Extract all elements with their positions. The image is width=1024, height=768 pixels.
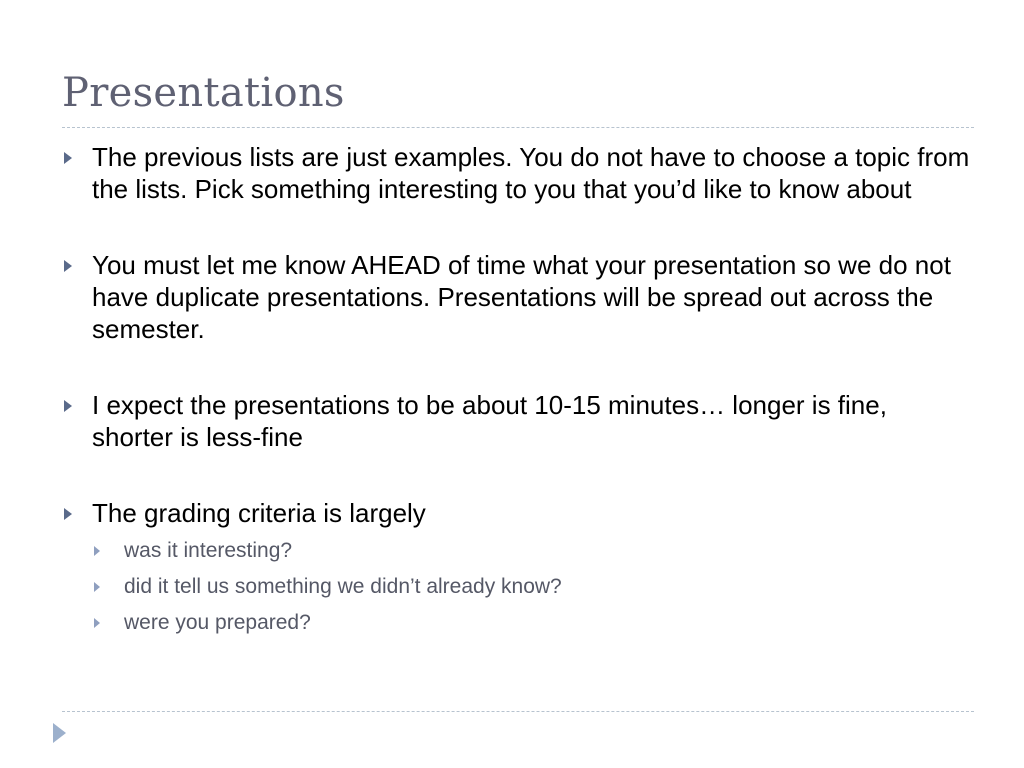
triangle-right-icon bbox=[64, 152, 72, 164]
triangle-right-icon bbox=[64, 508, 72, 520]
triangle-right-icon bbox=[94, 618, 100, 628]
sub-bullet-text: did it tell us something we didn’t already know? bbox=[124, 575, 562, 598]
triangle-right-icon bbox=[64, 400, 72, 412]
bullet-item bbox=[62, 389, 972, 453]
bullet-list bbox=[62, 141, 972, 637]
sub-bullet-text: were you prepared? bbox=[124, 611, 311, 634]
bullet-item bbox=[62, 497, 972, 529]
bullet-item bbox=[62, 249, 972, 345]
sub-bullet-text: was it interesting? bbox=[124, 539, 293, 562]
bullet-text: The previous lists are just examples. You do not have to choose a topic from the lists. Pick something interesting to you that you’d like to know about bbox=[92, 142, 970, 204]
sub-bullet-item bbox=[92, 609, 972, 637]
bullet-text: You must let me know AHEAD of time what your presentation so we do not have duplicate presentations. Presentations will be spread out across the semester. bbox=[92, 250, 951, 344]
sub-bullet-item bbox=[92, 537, 972, 565]
triangle-right-icon bbox=[94, 582, 100, 592]
triangle-right-icon bbox=[64, 260, 72, 272]
footer-divider bbox=[62, 711, 974, 712]
sub-bullet-item bbox=[92, 573, 972, 601]
bullet-item bbox=[62, 141, 972, 205]
bullet-text: I expect the presentations to be about 10-15 minutes… longer is fine, shorter is less-fine bbox=[92, 390, 887, 452]
triangle-right-icon bbox=[94, 546, 100, 556]
title-divider bbox=[62, 127, 974, 128]
bullet-text: The grading criteria is largely bbox=[92, 498, 426, 528]
slide-title: Presentations bbox=[62, 70, 345, 116]
play-arrow-icon[interactable] bbox=[53, 723, 66, 743]
